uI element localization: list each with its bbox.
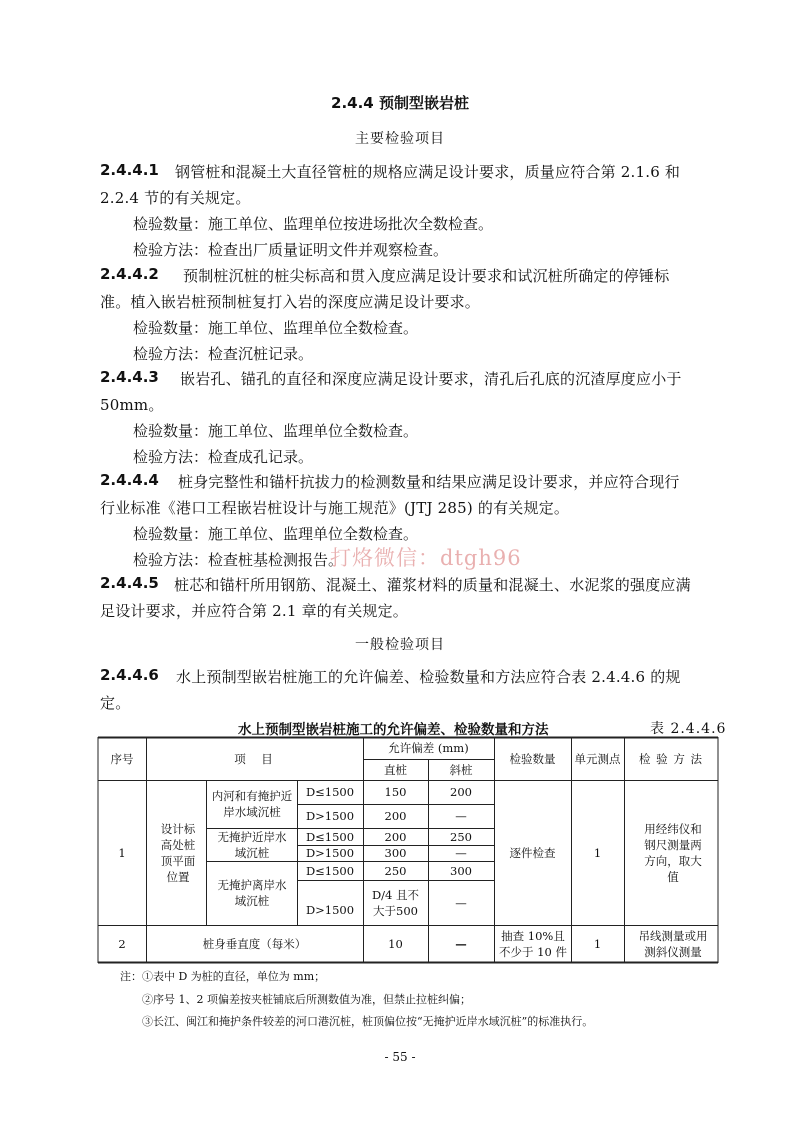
clause-number: 2.4.4.2 bbox=[100, 265, 159, 283]
watermark: 打烙微信：dtgh96 bbox=[330, 546, 522, 570]
header-unit-points: 单元测点 bbox=[574, 751, 621, 766]
header-straight-pile: 直桩 bbox=[384, 762, 407, 777]
inspection-quantity: 检验数量：施工单位、监理单位全数检查。 bbox=[133, 525, 419, 543]
inspection-method: 检验方法：检查沉桩记录。 bbox=[133, 345, 314, 363]
row2-straight-value: 10 bbox=[388, 936, 403, 951]
inspection-method: 检验方法：检查桩基检测报告。 bbox=[133, 551, 344, 569]
header-item: 项 目 bbox=[234, 751, 275, 766]
row1-inclined-value: — bbox=[455, 846, 467, 860]
row1-inclined-value: 300 bbox=[450, 863, 472, 878]
row1-straight-value: 150 bbox=[384, 785, 407, 799]
clause-text: 嵌岩孔、锚孔的直径和深度应满足设计要求，清孔后孔底的沉渣厚度应小于 bbox=[180, 370, 682, 388]
clause-number: 2.4.4.5 bbox=[100, 574, 159, 592]
row1-straight-value: D/4 且不大于500 bbox=[371, 887, 420, 918]
row1-condition: D≤1500 bbox=[305, 863, 355, 878]
row2-inclined-value: — bbox=[455, 936, 467, 951]
table-note: ②序号 1、2 项偏差按夹桩铺底后所测数值为准，但禁止拉桩纠偏； bbox=[142, 993, 471, 1006]
clause-text: 预制桩沉桩的桩尖标高和贯入度应满足设计要求和试沉桩所确定的停锤标 bbox=[183, 267, 670, 285]
row1-condition: D>1500 bbox=[305, 846, 355, 860]
clause-text: 水上预制型嵌岩桩施工的允许偏差、检验数量和方法应符合表 2.4.4.6 的规 bbox=[176, 668, 681, 686]
clause-number: 2.4.4.4 bbox=[100, 471, 159, 489]
inspection-quantity: 检验数量：施工单位、监理单位全数检查。 bbox=[133, 319, 419, 337]
table-caption: 水上预制型嵌岩桩施工的允许偏差、检验数量和方法 bbox=[238, 722, 549, 738]
header-seq: 序号 bbox=[110, 751, 134, 766]
row1-straight-value: 200 bbox=[384, 809, 407, 823]
row1-group-unsheltered-offshore: 无掩护离岸水域沉桩 bbox=[217, 878, 287, 908]
row1-unit-points: 1 bbox=[593, 845, 602, 860]
clause-text: 定。 bbox=[100, 694, 131, 712]
header-inspection-quantity: 检验数量 bbox=[509, 751, 556, 766]
clause-number: 2.4.4.6 bbox=[100, 666, 159, 684]
row1-group-sheltered: 内河和有掩护近岸水域沉桩 bbox=[211, 789, 293, 819]
clause-number: 2.4.4.3 bbox=[100, 368, 159, 386]
clause-text: 准。植入嵌岩桩预制桩复打入岩的深度应满足设计要求。 bbox=[100, 293, 481, 311]
row2-item: 桩身垂直度（每米） bbox=[202, 936, 307, 951]
inspection-quantity: 检验数量：施工单位、监理单位按进场批次全数检查。 bbox=[133, 215, 494, 233]
clause-text: 50mm。 bbox=[100, 396, 164, 414]
row1-straight-value: 300 bbox=[384, 846, 407, 860]
row1-seq: 1 bbox=[118, 845, 126, 860]
row1-inclined-value: — bbox=[455, 895, 467, 910]
inspection-method: 检验方法：检查出厂质量证明文件并观察检查。 bbox=[133, 241, 449, 259]
row1-condition: D≤1500 bbox=[305, 829, 355, 844]
main-items-heading: 主要检验项目 bbox=[355, 131, 445, 147]
row1-inclined-value: 200 bbox=[450, 785, 472, 799]
table-note: ③长江、闽江和掩护条件较差的河口港沉桩，桩顶偏位按“无掩护近岸水域沉桩”的标准执行。 bbox=[142, 1015, 594, 1028]
clause-text: 桩身完整性和锚杆抗拔力的检测数量和结果应满足设计要求，并应符合现行 bbox=[178, 473, 680, 491]
header-inspection-method: 检 验 方 法 bbox=[639, 751, 703, 766]
row1-inclined-value: — bbox=[455, 809, 467, 823]
row1-condition: D>1500 bbox=[305, 809, 355, 823]
table-note: 注：①表中 D 为桩的直径，单位为 mm； bbox=[120, 970, 326, 983]
clause-text: 桩芯和锚杆所用钢筋、混凝土、灌浆材料的质量和混凝土、水泥浆的强度应满 bbox=[174, 576, 691, 594]
general-items-heading: 一般检验项目 bbox=[355, 637, 445, 653]
clause-number: 2.4.4.1 bbox=[100, 161, 159, 179]
row1-condition: D>1500 bbox=[305, 903, 355, 917]
row1-straight-value: 250 bbox=[384, 863, 407, 878]
page-number: - 55 - bbox=[384, 1050, 416, 1064]
row1-straight-value: 200 bbox=[384, 829, 407, 844]
section-title: 2.4.4 预制型嵌岩桩 bbox=[331, 94, 469, 112]
clause-text: 2.2.4 节的有关规定。 bbox=[100, 189, 251, 207]
clause-text: 行业标准《港口工程嵌岩桩设计与施工规范》(JTJ 285) 的有关规定。 bbox=[100, 499, 570, 517]
inspection-method: 检验方法：检查成孔记录。 bbox=[133, 448, 314, 466]
row2-inspection-method: 吊线测量或用测斜仪测量 bbox=[638, 928, 708, 959]
header-inclined-pile: 斜桩 bbox=[449, 762, 473, 777]
row1-inspection-quantity: 逐件检查 bbox=[509, 845, 556, 860]
clause-text: 足设计要求，并应符合第 2.1 章的有关规定。 bbox=[100, 602, 408, 620]
row1-group-unsheltered-nearshore: 无掩护近岸水域沉桩 bbox=[217, 829, 287, 860]
header-allowable-deviation: 允许偏差 (mm) bbox=[388, 741, 469, 755]
inspection-quantity: 检验数量：施工单位、监理单位全数检查。 bbox=[133, 422, 419, 440]
row1-inspection-method: 用经纬仪和钢尺测量两方向，取大值 bbox=[644, 821, 702, 884]
row1-condition: D≤1500 bbox=[305, 785, 355, 799]
row1-item: 设计标高处桩顶平面位置 bbox=[160, 821, 196, 884]
row1-inclined-value: 250 bbox=[450, 829, 472, 844]
row2-seq: 2 bbox=[118, 936, 126, 951]
table-number: 表 2.4.4.6 bbox=[650, 721, 727, 737]
row2-unit-points: 1 bbox=[593, 936, 602, 951]
row2-inspection-quantity: 抽查 10%且不少于 10 件 bbox=[499, 928, 567, 959]
clause-text: 钢管桩和混凝土大直径管桩的规格应满足设计要求，质量应符合第 2.1.6 和 bbox=[175, 163, 681, 181]
